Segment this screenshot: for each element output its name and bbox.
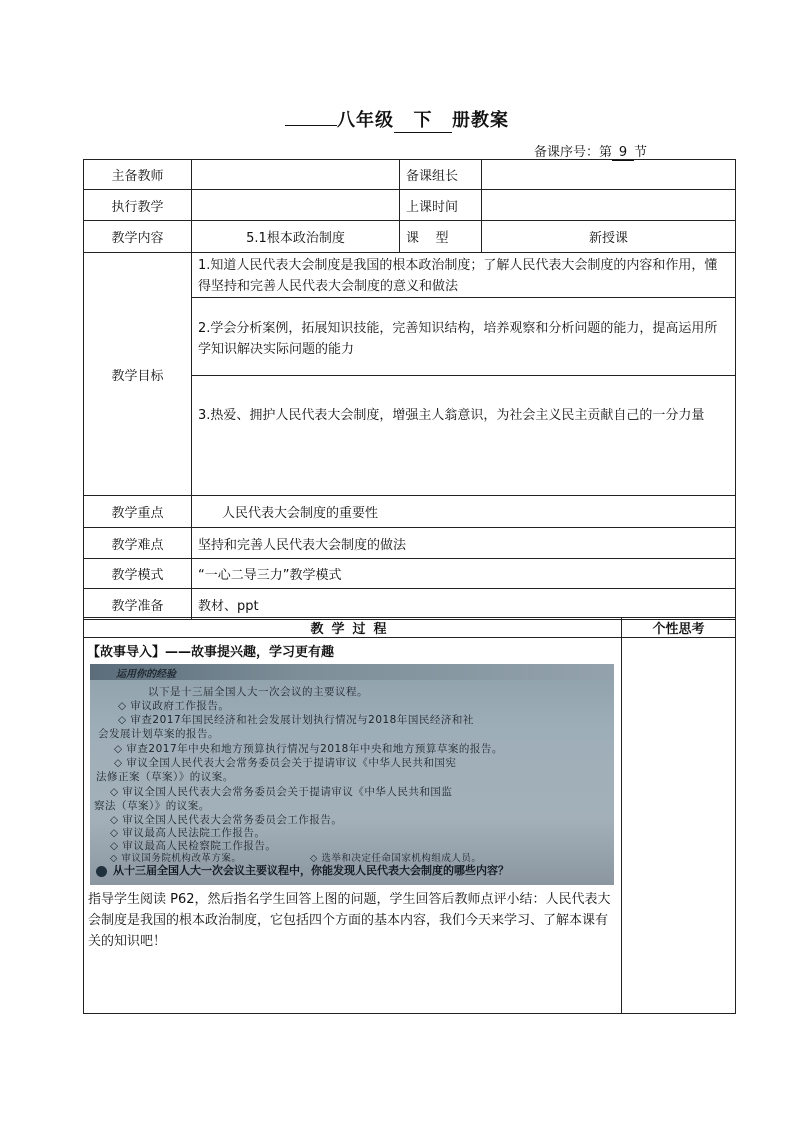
teaching-process-table [83, 617, 736, 1014]
photo-line: ◇ 审议最高人民法院工作报告。 [110, 827, 266, 839]
prep-label: 教学准备 [84, 589, 192, 620]
story-intro: 【故事导入】——故事提兴趣，学习更有趣 [87, 645, 335, 660]
photo-line: 法修正案（草案）》的议案。 [96, 771, 234, 783]
seq-suffix: 节 [634, 145, 648, 160]
photo-line: 会发展计划草案的报告。 [98, 728, 219, 740]
lesson-info-table [83, 159, 736, 620]
type-value: 新授课 [482, 221, 736, 253]
content-value: 5.1根本政治制度 [192, 221, 400, 253]
grade-suffix: 年级 [356, 110, 394, 131]
photo-line: 以下是十三届全国人大一次会议的主要议程。 [148, 686, 368, 698]
type-label: 课 型 [400, 221, 482, 253]
photo-line: ◇ 审议全国人民代表大会常务委员会关于提请审议《中华人民共和国宪 [114, 757, 457, 769]
group-leader-value [482, 160, 736, 190]
photo-line: ◇ 选举和决定任命国家机构组成人员。 [310, 853, 482, 864]
group-leader-label: 备课组长 [400, 160, 482, 190]
class-time-label: 上课时间 [400, 190, 482, 221]
photo-heading: 运用你的经验 [116, 669, 176, 680]
table-row [84, 190, 736, 221]
objective-2: 2.学会分析案例，拓展知识技能，完善知识结构，培养观察和分析问题的能力，提高运用所学知识解决实际问题的能力 [192, 298, 736, 376]
table-row [84, 221, 736, 253]
title-suffix: 册教案 [452, 110, 509, 131]
photo-line: ◇ 审议政府工作报告。 [118, 700, 230, 712]
textbook-photo [90, 664, 614, 885]
key-points-value: 人民代表大会制度的重要性 [192, 496, 736, 528]
thinking-content [622, 638, 736, 1014]
difficulties-label: 教学难点 [84, 528, 192, 559]
content-label: 教学内容 [84, 221, 192, 253]
photo-question-text: 从十三届全国人大一次会议主要议程中，你能发现人民代表大会制度的哪些内容？ [113, 864, 509, 877]
photo-line: ◇ 审议最高人民检察院工作报告。 [110, 840, 277, 852]
page-title [0, 106, 794, 133]
class-time-value [482, 190, 736, 221]
thinking-header: 个性思考 [622, 618, 736, 638]
table-row [84, 496, 736, 528]
photo-line: ◇ 审查2017年国民经济和社会发展计划执行情况与2018年国民经济和社 [118, 714, 474, 726]
seq-number: 9 [612, 145, 634, 161]
photo-line: 察法（草案）》的议案。 [94, 800, 210, 812]
executor-value [192, 190, 400, 221]
table-row [84, 528, 736, 559]
objective-1: 1.知道人民代表大会制度是我国的根本政治制度；了解人民代表大会制度的内容和作用，懂得坚持和完善人民代表大会制度的意义和做法 [192, 253, 736, 298]
objective-3: 3.热爱、拥护人民代表大会制度，增强主人翁意识，为社会主义民主贡献自己的一分力量 [192, 376, 736, 496]
grade: 八 [337, 110, 356, 131]
process-header: 教学过程 [84, 618, 622, 638]
photo-question [96, 862, 509, 878]
mode-value: “一心二导三力”教学模式 [192, 559, 736, 589]
photo-heading-bar [90, 664, 614, 680]
table-row [84, 638, 736, 1014]
objectives-label: 教学目标 [84, 253, 192, 496]
table-row [84, 559, 736, 589]
teacher-label: 主备教师 [84, 160, 192, 190]
table-row [84, 589, 736, 620]
photo-line: ◇ 审议全国人民代表大会常务委员会关于提请审议《中华人民共和国监 [110, 786, 453, 798]
prep-value: 教材、ppt [192, 589, 736, 620]
photo-line: ◇ 审议国务院机构改革方案。 [110, 853, 242, 864]
seq-label: 备课序号：第 [534, 145, 613, 160]
lesson-sequence [534, 141, 647, 161]
photo-line: ◇ 审查2017年中央和地方预算执行情况与2018年中央和地方预算草案的报告。 [114, 743, 503, 755]
table-row [84, 160, 736, 190]
key-points-label: 教学重点 [84, 496, 192, 528]
teacher-value [192, 160, 400, 190]
executor-label: 执行教学 [84, 190, 192, 221]
difficulties-value: 坚持和完善人民代表大会制度的做法 [192, 528, 736, 559]
bullet-icon [96, 866, 107, 877]
mode-label: 教学模式 [84, 559, 192, 589]
term: 下 [394, 106, 452, 133]
process-content [84, 638, 622, 1014]
table-row [84, 618, 736, 638]
photo-line: ◇ 审议全国人民代表大会常务委员会工作报告。 [110, 814, 343, 826]
table-row [84, 253, 736, 298]
guide-text: 指导学生阅读 P62，然后指名学生回答上图的问题，学生回答后教师点评小结：人民代表大会制度是我国的根本政治制度，它包括四个方面的基本内容，我们今天来学习、了解本课有关的知识吧！ [88, 892, 611, 949]
